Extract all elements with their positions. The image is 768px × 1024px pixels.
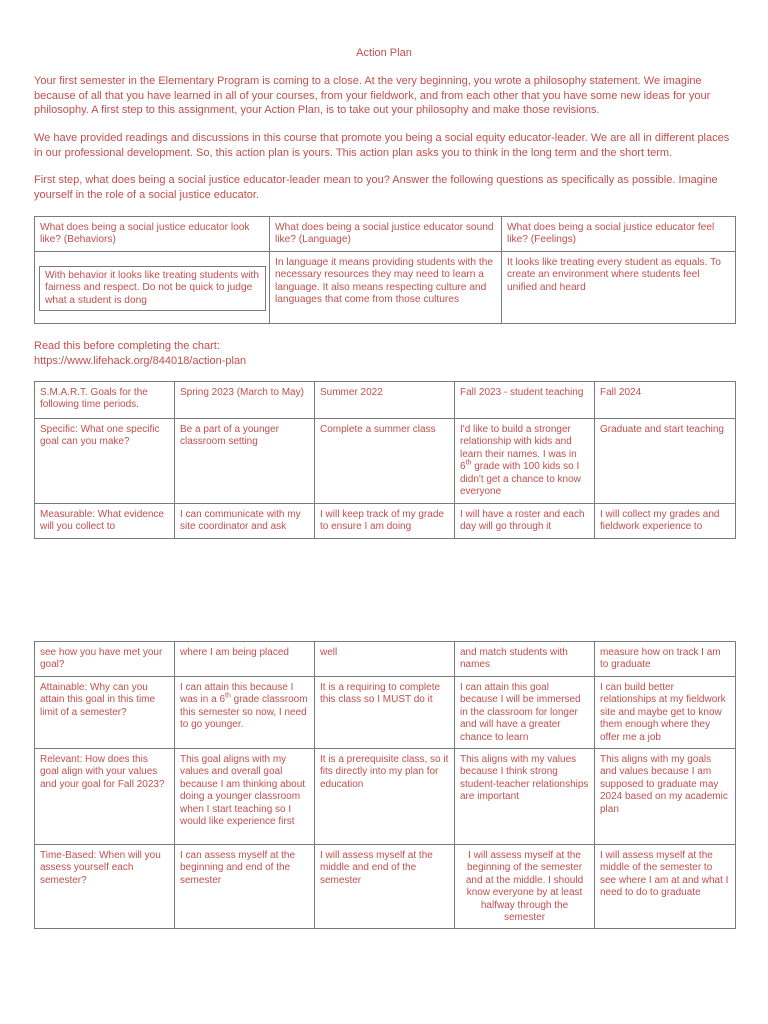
specific-label: Specific: What one specific goal can you make? <box>35 419 175 504</box>
smart-goals-table-part-1 <box>34 381 736 539</box>
read-note-text: Read this before completing the chart: <box>34 340 220 352</box>
measurable-label-top: Measurable: What evidence will you collect to <box>35 504 175 539</box>
relevant-fall-2023: This aligns with my values because I think strong student-teacher relationships are important <box>455 749 595 845</box>
relevant-spring-2023: This goal aligns with my values and overall goal because I am thinking about doing a younger classroom when I start teaching so I would like experience first <box>175 749 315 845</box>
specific-fall-2024: Graduate and start teaching <box>595 419 736 504</box>
table-row <box>35 749 736 845</box>
measurable-fall-2024-top: I will collect my grades and fieldwork experience to <box>595 504 736 539</box>
specific-spring-2023: Be a part of a younger classroom setting <box>175 419 315 504</box>
social-justice-table <box>34 216 736 324</box>
specific-summer-2022: Complete a summer class <box>315 419 455 504</box>
intro-paragraph-3: First step, what does being a social justice educator-leader mean to you? Answer the following questions as specifically as possible. Imagine yourself in the role of a social justice educator. <box>34 174 718 201</box>
relevant-fall-2024: This aligns with my goals and values because I am supposed to graduate may 2024 based on my academic plan <box>595 749 736 845</box>
action-plan-link[interactable]: https://www.lifehack.org/844018/action-plan <box>34 354 247 367</box>
attainable-spring-start: I can attain this because I was in a 6 <box>180 682 294 706</box>
superscript-th: th <box>465 459 472 467</box>
page-title: Action Plan <box>356 47 412 59</box>
time-based-label: Time-Based: When will you assess yourself each semester? <box>35 845 175 929</box>
smart-header-goals: S.M.A.R.T. Goals for the following time periods. <box>35 382 175 419</box>
measurable-spring-2023-bottom: where I am being placed <box>175 642 315 677</box>
table-row <box>35 382 736 419</box>
table-row <box>35 217 736 252</box>
smart-header-fall-2024: Fall 2024 <box>595 382 736 419</box>
time-based-fall-2023: I will assess myself at the beginning of the semester and at the middle. I should know everyone by at least halfway through the semester <box>455 845 595 929</box>
answer-feelings: It looks like treating every student as equals. To create an environment where students feel unified and heard <box>502 252 736 324</box>
attainable-spring-end: grade classroom this semester so now, I need to go younger. <box>180 694 308 731</box>
attainable-fall-2023: I can attain this goal because I will be immersed in the classroom for longer and will have a greater chance to learn <box>455 677 595 749</box>
table-row <box>35 677 736 749</box>
measurable-spring-2023-top: I can communicate with my site coordinator and ask <box>175 504 315 539</box>
relevant-summer-2022: It is a prerequisite class, so it fits directly into my plan for education <box>315 749 455 845</box>
read-note <box>34 339 734 368</box>
answer-behaviors-cell <box>35 252 270 324</box>
measurable-summer-2022-bottom: well <box>315 642 455 677</box>
intro-paragraph-2: We have provided readings and discussions in this course that promote you being a social equity educator-leader. We are all in different places in our professional development. So, this action plan is yours. This action plan asks you to think in the long term and the short term. <box>34 132 730 159</box>
time-based-fall-2024: I will assess myself at the middle of the semester to see where I am at and what I need to do to graduate <box>595 845 736 929</box>
superscript-th: th <box>225 693 231 701</box>
smart-header-summer-2022: Summer 2022 <box>315 382 455 419</box>
attainable-spring-2023 <box>175 677 315 749</box>
smart-header-spring-2023: Spring 2023 (March to May) <box>175 382 315 419</box>
measurable-label-bottom: see how you have met your goal? <box>35 642 175 677</box>
header-language: What does being a social justice educator sound like? (Language) <box>270 217 502 252</box>
attainable-label: Attainable: Why can you attain this goal in this time limit of a semester? <box>35 677 175 749</box>
time-based-summer-2022: I will assess myself at the middle and end of the semester <box>315 845 455 929</box>
specific-fall-2023 <box>455 419 595 504</box>
table-row <box>35 504 736 539</box>
measurable-summer-2022-top: I will keep track of my grade to ensure I am doing <box>315 504 455 539</box>
intro-paragraph-1: Your first semester in the Elementary Program is coming to a close. At the very beginning, you wrote a philosophy statement. We imagine because of all that you have learned in all of your courses, from your fieldwork, and from each other that you have some new ideas for your philosophy. A first step to this assignment, your Action Plan, is to take out your philosophy and make those revisions. <box>34 75 711 116</box>
answer-language: In language it means providing students with the necessary resources they may need to learn a language. It also means respecting culture and languages that come from those cultures <box>270 252 502 324</box>
specific-fall-2023-end: grade with 100 kids so I didn't get a chance to know everyone <box>460 461 581 498</box>
attainable-fall-2024: I can build better relationships at my fieldwork site and maybe get to know them enough where they offer me a job <box>595 677 736 749</box>
table-row <box>35 252 736 324</box>
time-based-spring-2023: I can assess myself at the beginning and end of the semester <box>175 845 315 929</box>
answer-behaviors: With behavior it looks like treating students with fairness and respect. Do not be quick to judge what a student is dong <box>39 266 266 311</box>
header-feelings: What does being a social justice educator feel like? (Feelings) <box>502 217 736 252</box>
attainable-summer-2022: It is a requiring to complete this class so I MUST do it <box>315 677 455 749</box>
smart-goals-table-part-2 <box>34 641 736 929</box>
table-row <box>35 845 736 929</box>
specific-fall-2023-start: I'd like to build a stronger relationship with kids and learn their names. I was in 6 <box>460 424 577 473</box>
relevant-label: Relevant: How does this goal align with your values and your goal for Fall 2023? <box>35 749 175 845</box>
measurable-fall-2024-bottom: measure how on track I am to graduate <box>595 642 736 677</box>
measurable-fall-2023-bottom: and match students with names <box>455 642 595 677</box>
table-row <box>35 642 736 677</box>
smart-header-fall-2023: Fall 2023 - student teaching <box>455 382 595 419</box>
measurable-fall-2023-top: I will have a roster and each day will go through it <box>455 504 595 539</box>
header-behaviors: What does being a social justice educator look like? (Behaviors) <box>35 217 270 252</box>
table-row <box>35 419 736 504</box>
